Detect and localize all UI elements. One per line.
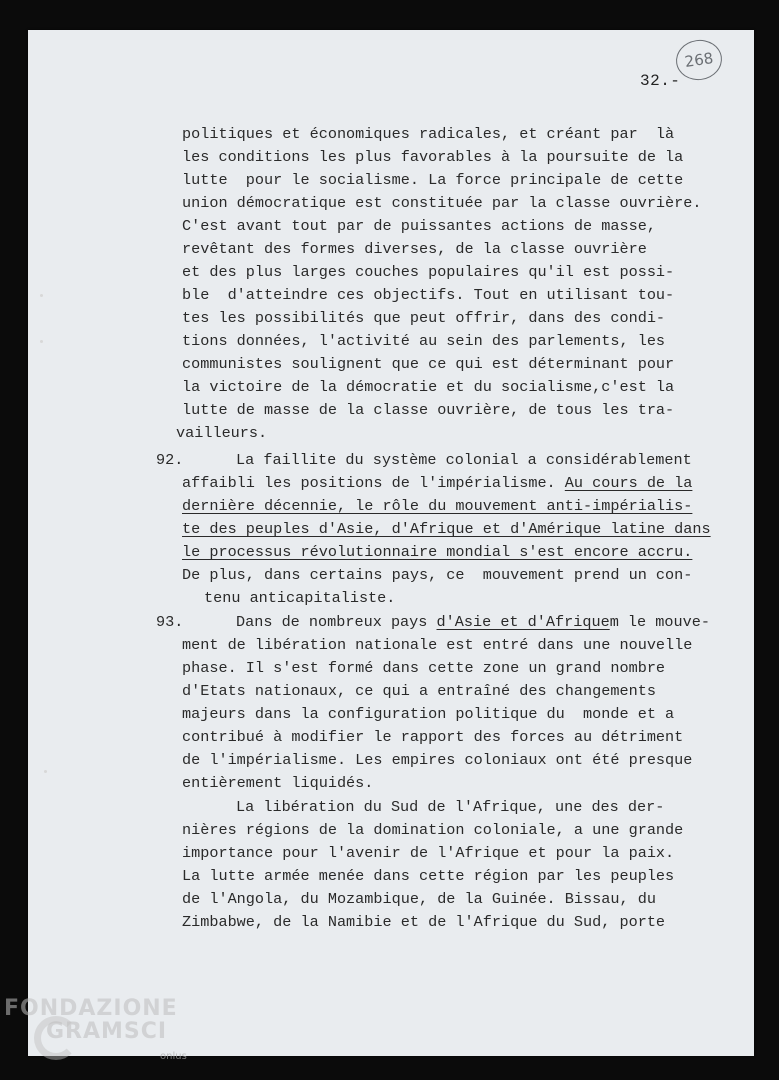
paragraph-number-93: 93. [156,613,184,631]
text-line: nières régions de la domination coloniale, a une grande [182,821,684,839]
underlined-text-line: dernière décennie, le rôle du mouvement anti-impérialis- [182,497,693,515]
watermark-line: FONDAZIONE [4,996,178,1021]
text-line: de l'impérialisme. Les empires coloniaux ont été presque [182,751,693,769]
text-line: majeurs dans la configuration politique du monde et a [182,705,675,723]
text-line: phase. Il s'est formé dans cette zone un grand nombre [182,659,666,677]
margin-speck [40,340,43,343]
text-line: ment de libération nationale est entré dans une nouvelle [182,636,693,654]
text-line: de l'Angola, du Mozambique, de la Guinée. Bissau, du [182,890,656,908]
text-line: entièrement liquidés. [182,774,374,792]
underlined-text: d'Asie et d'Afrique [436,613,610,631]
text-line: les conditions les plus favorables à la poursuite de la [182,148,684,166]
underlined-text-line: le processus révolutionnaire mondial s'est encore accru. [182,543,693,561]
margin-speck [44,770,47,773]
paragraph-number-92: 92. [156,451,184,469]
text-line: revêtant des formes diverses, de la classe ouvrière [182,240,647,258]
text-line [236,612,710,632]
archive-stamp: 268 [673,37,724,83]
text-line: tenu anticapitaliste. [204,589,396,607]
text-line: De plus, dans certains pays, ce mouvement prend un con- [182,566,693,584]
watermark-logo [4,996,187,1062]
text-line: tes les possibilités que peut offrir, dans des condi- [182,309,666,327]
text-line: et des plus larges couches populaires qu'il est possi- [182,263,675,281]
underlined-text-line: te des peuples d'Asie, d'Afrique et d'Amérique latine dans [182,520,711,538]
logo-ring-icon [34,1016,78,1060]
watermark-subtitle: onlus [160,1051,187,1062]
text-line: union démocratique est constituée par la classe ouvrière. [182,194,702,212]
text-line: importance pour l'avenir de l'Afrique et pour la paix. [182,844,675,862]
text-line: vailleurs. [176,424,268,442]
underlined-text: Au cours de la [564,474,693,492]
text-span: m le mouve- [609,613,710,631]
text-line: La libération du Sud de l'Afrique, une des der- [236,798,665,816]
page-number: 32.- [640,72,681,90]
text-span: affaibli les positions de l'impérialisme. [182,474,565,492]
text-line: contribué à modifier le rapport des forces au détriment [182,728,684,746]
text-line: lutte de masse de la classe ouvrière, de tous les tra- [182,401,675,419]
text-line: ble d'atteindre ces objectifs. Tout en utilisant tou- [182,286,675,304]
margin-speck [40,294,43,297]
watermark-line: GRAMSCI [46,1019,168,1044]
text-line: politiques et économiques radicales, et créant par là [182,125,675,143]
text-span: Dans de nombreux pays [236,613,437,631]
text-line: La lutte armée menée dans cette région par les peuples [182,867,675,885]
text-line: la victoire de la démocratie et du socialisme,c'est la [182,378,675,396]
text-line: La faillite du système colonial a considérablement [236,451,692,469]
text-line: communistes soulignent que ce qui est déterminant pour [182,355,675,373]
text-line [182,473,692,493]
text-line: Zimbabwe, de la Namibie et de l'Afrique du Sud, porte [182,913,666,931]
text-line: lutte pour le socialisme. La force principale de cette [182,171,684,189]
text-line: d'Etats nationaux, ce qui a entraîné des changements [182,682,656,700]
text-line: tions données, l'activité au sein des parlements, les [182,332,666,350]
text-line: C'est avant tout par de puissantes actions de masse, [182,217,656,235]
